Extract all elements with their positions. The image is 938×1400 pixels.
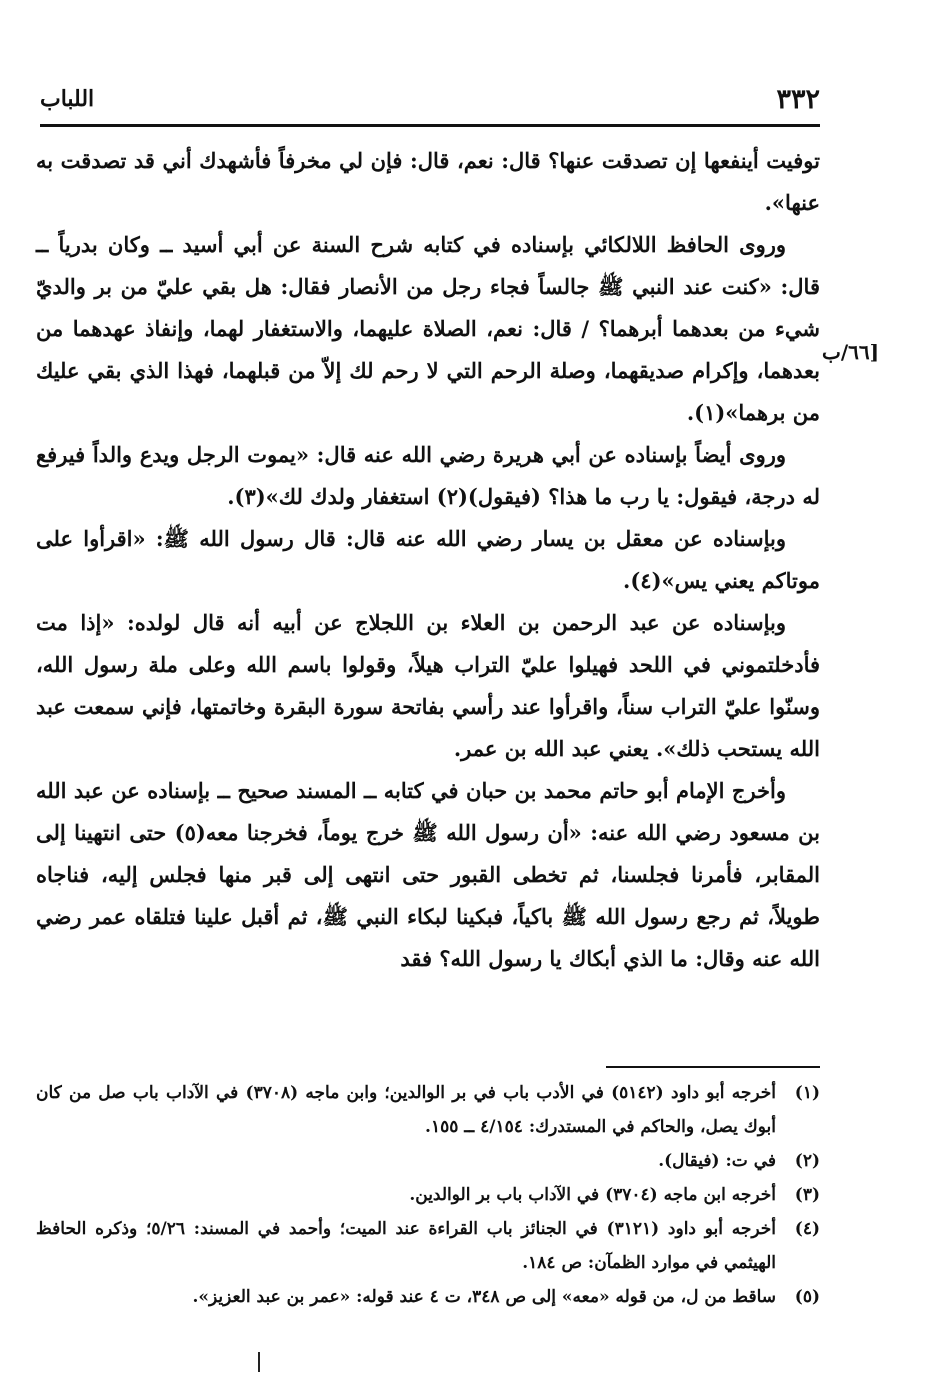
footnote [36,1144,820,1178]
footnote-text: أخرجه أبو داود (٣١٢١) في الجنائز باب القراءة عند الميت؛ وأحمد في المسند: ٥/٢٦؛ وذكره الحافظ الهيثمي في موارد الظمآن: ص ١٨٤. [36,1219,776,1273]
paragraph: توفيت أينفعها إن تصدقت عنها؟ قال: نعم، قال: فإن لي مخرفاً فأشهدك أني قد تصدقت به عنها». [36,148,820,215]
paragraph: وأخرج الإمام أبو حاتم محمد بن حبان في كتابه ــ المسند صحيح ــ بإسناده عن عبد الله بن مسعود رضي الله عنه: «أن رسول الله ﷺ خرج يوماً، فخرجنا معه(٥) حتى انتهينا إلى المقابر، فأمرنا فجلسنا، ثم تخطى القبور حتى انتهى إلى قبر منها فجلس إليه، فناجاه طويلاً، ثم رجع رسول الله ﷺ باكياً، فبكينا لبكاء النبي ﷺ، ثم أقبل علينا فتلقاه عمر رضي الله عنه وقال: ما الذي أبكاك يا رسول الله؟ فقد [36,778,820,971]
footnote-text: أخرجه ابن ماجه (٣٧٠٤) في الآداب باب بر الوالدين. [409,1185,776,1205]
paragraph: وروى أيضاً بإسناده عن أبي هريرة رضي الله عنه قال: «يموت الرجل ويدع والداً فيرفع له درجة، فيقول: يا رب ما هذا؟ (فيقول)(٢) استغفار ولدك لك»(٣). [36,442,820,509]
page-number: ٣٣٢ [776,84,820,115]
running-title: اللباب [40,86,95,112]
footnote [36,1212,820,1280]
margin-folio-note: ٦٦/ب] [822,340,880,364]
footnote-text: ساقط من ل، من قوله «معه» إلى ص ٣٤٨، ت ٤ عند قوله: «عمر بن عبد العزيز». [192,1287,776,1307]
footnote-text: في ت: (فيقال). [658,1151,776,1171]
footnote [36,1280,820,1314]
footnote-text: أخرجه أبو داود (٥١٤٢) في الأدب باب في بر الوالدين؛ وابن ماجه (٣٧٠٨) في الآداب باب صل من كان أبوك يصل، والحاكم في المستدرك: ٤/١٥٤ ــ ١٥٥. [36,1083,776,1137]
paragraph: وبإسناده عن معقل بن يسار رضي الله عنه قال: قال رسول الله ﷺ: «اقرأوا على موتاكم يعني يس»(٤). [36,526,820,593]
footnote-number: (٥) [794,1287,820,1307]
footnote-number: (٣) [794,1185,820,1205]
page-edge-mark [258,1352,260,1372]
footnote [36,1076,820,1144]
footnotes [36,1076,820,1314]
paragraph: وبإسناده عن عبد الرحمن بن العلاء بن اللجلاج عن أبيه أنه قال لولده: «إذا مت فأدخلتموني في اللحد فهيلوا عليّ التراب هيلاً، وقولوا باسم الله وعلى ملة رسول الله، وسنّوا عليّ التراب سناً، واقرأوا عند رأسي بفاتحة سورة البقرة وخاتمتها، فإني سمعت عبد الله يستحب ذلك». يعني عبد الله بن عمر. [36,610,820,761]
paragraph: وروى الحافظ اللالكائي بإسناده في كتابه شرح السنة عن أبي أسيد ــ وكان بدرياً ــ قال: «كنت عند النبي ﷺ جالساً فجاء رجل من الأنصار فقال: هل بقي عليّ من بر والديّ شيء من بعدهما أبرهما؟ / قال: نعم، الصلاة عليهما، والاستغفار لهما، وإنفاذ عهدهما من بعدهما، وإكرام صديقهما، وصلة الرحم التي لا رحم لك إلاّ من قبلهما، فهذا الذي بقي عليك من برهما»(١). [36,232,820,425]
footnote-number: (٢) [794,1151,820,1171]
footnote-separator [606,1066,820,1068]
footnote [36,1178,820,1212]
footnote-number: (١) [794,1083,820,1103]
footnote-number: (٤) [794,1219,820,1239]
main-text [36,140,820,980]
page-header [40,78,820,126]
header-rule [40,124,820,127]
